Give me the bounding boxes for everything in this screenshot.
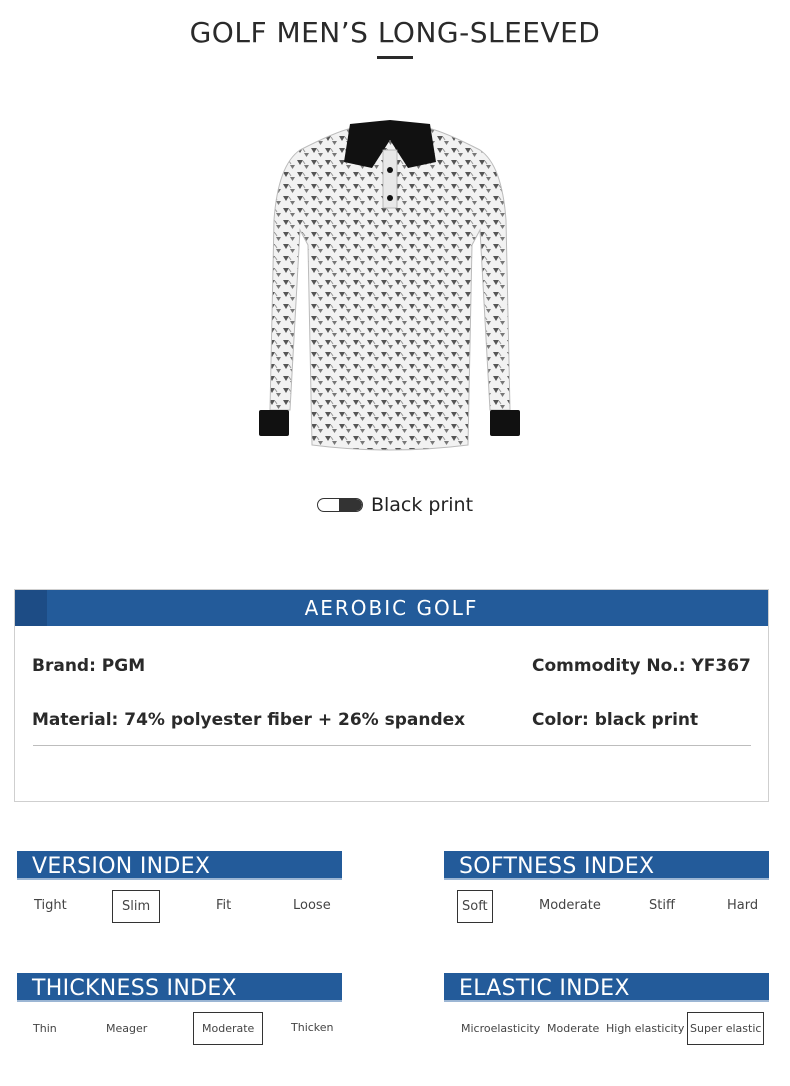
info-header-title: AEROBIC GOLF <box>304 596 479 620</box>
material-text: Material: 74% polyester fiber + 26% spandex <box>32 710 466 730</box>
softness-option-moderate: Moderate <box>539 898 601 913</box>
elastic-option-microelasticity: Microelasticity <box>461 1022 541 1035</box>
softness-option-soft-selected: Soft <box>457 890 493 923</box>
thickness-option-thicken: Thicken <box>291 1021 334 1034</box>
title-underline <box>377 56 413 59</box>
brand-text: Brand: PGM <box>32 656 146 676</box>
toggle-swatch-icon <box>317 498 363 512</box>
thickness-option-thin: Thin <box>33 1022 57 1035</box>
color-option-label: Black print <box>370 494 474 516</box>
page-title: GOLF MEN’S LONG-SLEEVED <box>189 16 601 49</box>
version-index-title: VERSION INDEX <box>17 851 342 880</box>
thickness-index-title: THICKNESS INDEX <box>17 973 342 1002</box>
softness-option-hard: Hard <box>727 898 759 913</box>
softness-option-stiff: Stiff <box>649 898 675 913</box>
version-option-slim-selected: Slim <box>112 890 160 923</box>
commodity-number-text: Commodity No.: YF367 <box>532 656 751 676</box>
info-divider <box>33 745 751 746</box>
elastic-option-moderate: Moderate <box>547 1022 600 1035</box>
elastic-index-title: ELASTIC INDEX <box>444 973 769 1002</box>
thickness-option-moderate-selected: Moderate <box>193 1012 263 1045</box>
version-option-tight: Tight <box>34 898 67 913</box>
version-option-loose: Loose <box>293 898 331 913</box>
thickness-option-meager: Meager <box>106 1022 148 1035</box>
thickness-index <box>17 973 342 1052</box>
color-text: Color: black print <box>532 710 699 730</box>
elastic-option-high-elasticity: High elasticity <box>606 1022 685 1035</box>
version-index <box>17 851 342 930</box>
elastic-option-super-elastic-selected: Super elastic <box>687 1012 764 1045</box>
elastic-index <box>444 973 769 1052</box>
product-image <box>240 110 540 460</box>
product-info-panel <box>14 589 769 802</box>
color-swatch-row[interactable] <box>0 494 790 516</box>
info-header <box>15 590 768 626</box>
softness-index <box>444 851 769 930</box>
softness-index-title: SOFTNESS INDEX <box>444 851 769 880</box>
version-option-fit: Fit <box>216 898 232 913</box>
